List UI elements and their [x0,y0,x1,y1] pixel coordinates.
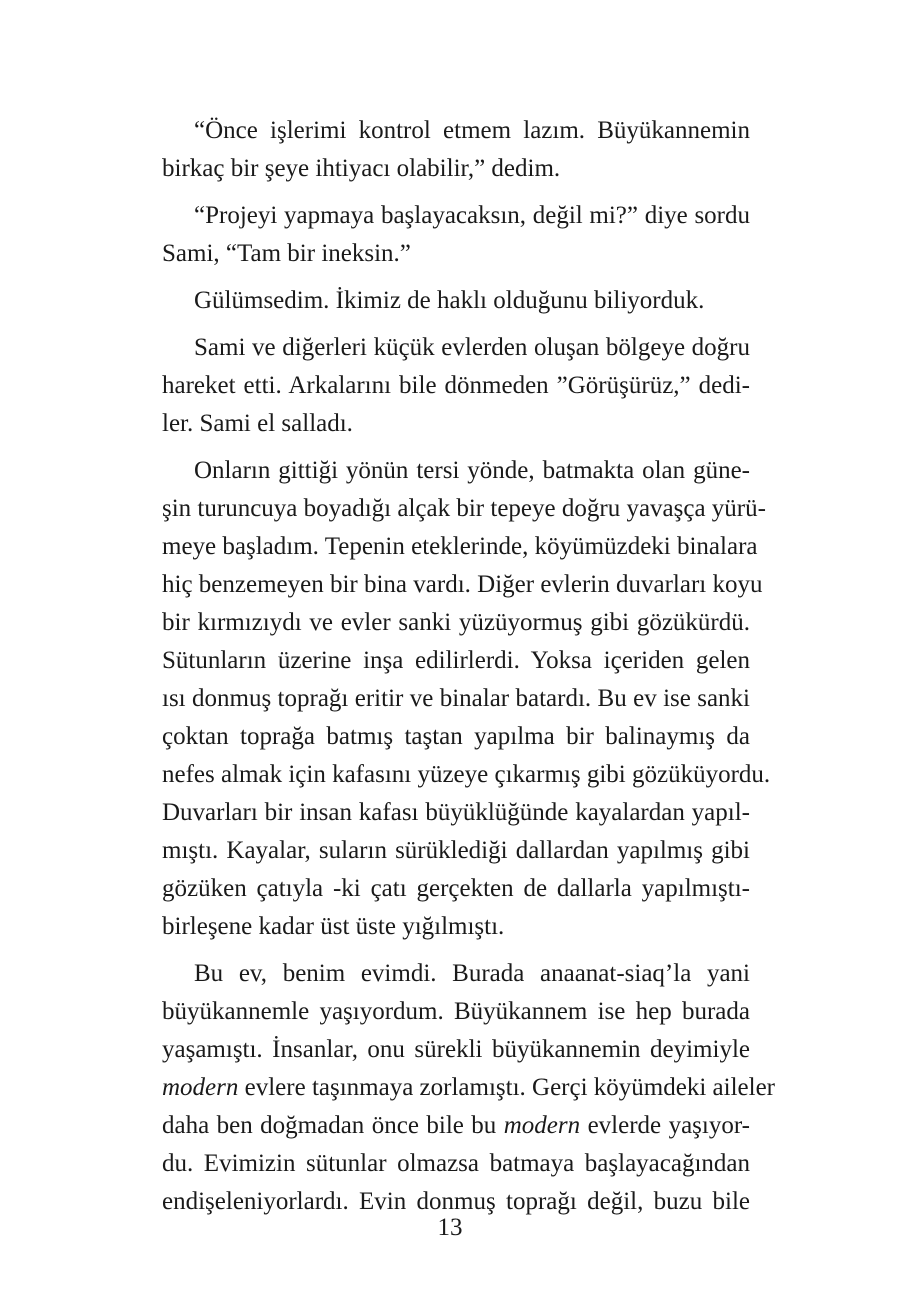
paragraph-gap [162,273,750,282]
paragraph [162,197,750,273]
text-line: meye başladım. Tepenin eteklerinde, köyümüzdeki binalara [162,533,758,560]
page-number: 13 [437,1214,463,1241]
text-line: du. Evimizin sütunlar olmazsa batmaya başlayacağından [162,1150,750,1177]
text-line: bir kırmızıydı ve evler sanki yüzüyormuş gibi gözükürdü. [162,609,750,636]
text-line: gözüken çatıyla -ki çatı gerçekten de dallarla yapılmıştı- [162,875,750,902]
text-line: Sami, “Tam bir ineksin.” [162,240,411,267]
text-line: modern evlere taşınmaya zorlamıştı. Gerçi köyümdeki aileler [162,1074,775,1101]
text-line: Gülümsedim. İkimiz de haklı olduğunu biliyorduk. [194,287,705,314]
paragraph-gap [162,946,750,955]
paragraph [162,452,771,946]
paragraph [162,282,750,320]
text-line: nefes almak için kafasını yüzeye çıkarmış gibi gözüküyordu. [162,761,771,788]
body-text [162,112,775,1221]
text-line: Sami ve diğerleri küçük evlerden oluşan bölgeye doğru [194,334,750,361]
text-line: Onların gittiği yönün tersi yönde, batmakta olan güne- [194,457,750,484]
text-line: ler. Sami el salladı. [162,410,353,437]
paragraph-gap [162,443,750,452]
text-line: “Projeyi yapmaya başlayacaksın, değil mi?” diye sordu [194,202,750,229]
text-line: çoktan toprağa batmış taştan yapılma bir balinaymış da [162,723,750,750]
text-line: “Önce işlerimi kontrol etmem lazım. Büyükannemin [194,117,750,144]
paragraph [162,955,775,1221]
text-line: mıştı. Kayalar, suların sürüklediği dallardan yapılmış gibi [162,837,750,864]
text-line: yaşamıştı. İnsanlar, onu sürekli büyükannemin deyimiyle [162,1036,750,1063]
italic-word: modern [503,1112,581,1139]
text-line: Duvarları bir insan kafası büyüklüğünde kayalardan yapıl- [162,799,750,826]
text-line: endişeleniyorlardı. Evin donmuş toprağı değil, buzu bile [162,1188,750,1215]
paragraph [162,329,750,443]
text-line: hiç benzemeyen bir bina vardı. Diğer evlerin duvarları koyu [162,571,763,598]
text-line: daha ben doğmadan önce bile bu modern evlerde yaşıyor- [162,1112,750,1139]
text-line: şin turuncuya boyadığı alçak bir tepeye doğru yavaşça yürü- [162,495,766,522]
text-line: birkaç bir şeye ihtiyacı olabilir,” dedim. [162,155,561,182]
text-line: Sütunların üzerine inşa edilirlerdi. Yoksa içeriden gelen [162,647,750,674]
paragraph [162,112,750,188]
paragraph-gap [162,188,750,197]
text-line: Bu ev, benim evimdi. Burada anaanat-siaq’la yani [194,960,750,987]
text-line: hareket etti. Arkalarını bile dönmeden ”Görüşürüz,” dedi- [162,372,750,399]
paragraph-gap [162,320,750,329]
italic-word: modern [162,1074,239,1101]
text-line: birleşene kadar üst üste yığılmıştı. [162,913,505,940]
text-line: ısı donmuş toprağı eritir ve binalar batardı. Bu ev ise sanki [162,685,750,712]
text-line: büyükannemle yaşıyordum. Büyükannem ise hep burada [162,998,750,1025]
